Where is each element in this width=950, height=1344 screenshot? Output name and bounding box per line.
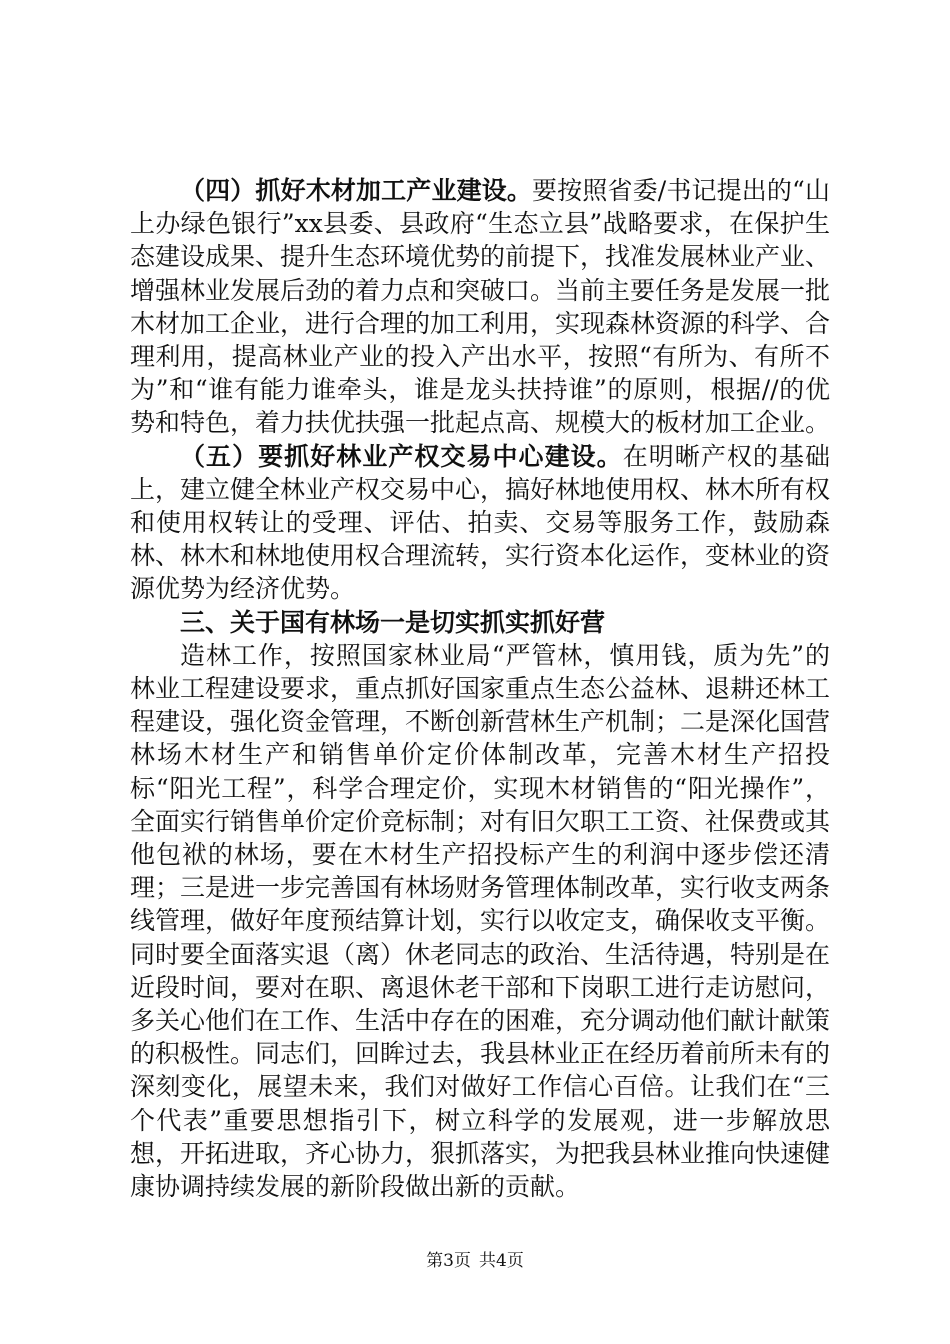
section-heading: 三、关于国有林场一是切实抓实抓好营 <box>180 607 606 637</box>
page-number: 第3页 <box>426 1251 471 1271</box>
paragraph-heading: （五）要抓好林业产权交易中心建设。 <box>180 441 623 471</box>
paragraph-wood-processing <box>130 174 830 440</box>
paragraph-heading: （四）抓好木材加工产业建设。 <box>180 176 533 205</box>
paragraph-property-exchange <box>130 440 830 606</box>
document-body <box>130 174 830 1203</box>
paragraph-text: 在明晰产权的基础上，建立健全林业产权交易中心，搞好林地使用权、林木所有权和使用权转让的受理、评估、拍卖、交易等服务工作，鼓励森林、林木和林地使用权合理流转，实行资本化运作，变林业的资源优势为经济优势。 <box>130 441 831 604</box>
paragraph-state-forest-farms: 造林工作，按照国家林业局“严管林，慎用钱，质为先”的林业工程建设要求，重点抓好国家重点生态公益林、退耕还林工程建设，强化资金管理，不断创新营林生产机制；二是深化国营林场木材生产和销售单价定价体制改革，完善木材生产招投标“阳光工程”，科学合理定价，实现木材销售的“阳光操作”，全面实行销售单价定价竞标制；对有旧欠职工工资、社保费或其他包袱的林场，要在木材生产招投标产生的利润中逐步偿还清理；三是进一步完善国有林场财务管理体制改革，实行收支两条线管理，做好年度预结算计划，实行以收定支，确保收支平衡。同时要全面落实退（离）休老同志的政治、生活待遇，特别是在近段时间，要对在职、离退休老干部和下岗职工进行走访慰问，多关心他们在工作、生活中存在的困难，充分调动他们献计献策的积极性。同志们，回眸过去，我县林业正在经历着前所未有的深刻变化，展望未来，我们对做好工作信心百倍。让我们在“三个代表”重要思想指引下，树立科学的发展观，进一步解放思想，开拓进取，齐心协力，狠抓落实，为把我县林业推向快速健康协调持续发展的新阶段做出新的贡献。 <box>130 640 831 1202</box>
paragraph-text: 要按照省委/书记提出的“山上办绿色银行”xx县委、县政府“生态立县”战略要求，在保护生态建设成果、提升生态环境优势的前提下，找准发展林业产业、增强林业发展后劲的着力点和突破口。当前主要任务是发展一批木材加工企业，进行合理的加工利用，实现森林资源的科学、合理利用，提高林业产业的投入产出水平，按照“有所为、有所不为”和“谁有能力谁牵头，谁是龙头扶持谁”的原则，根据//的优势和特色，着力扶优扶强一批起点高、规模大的板材加工企业。 <box>130 176 831 438</box>
page-total: 共4页 <box>479 1251 524 1271</box>
page-footer <box>0 1246 950 1271</box>
